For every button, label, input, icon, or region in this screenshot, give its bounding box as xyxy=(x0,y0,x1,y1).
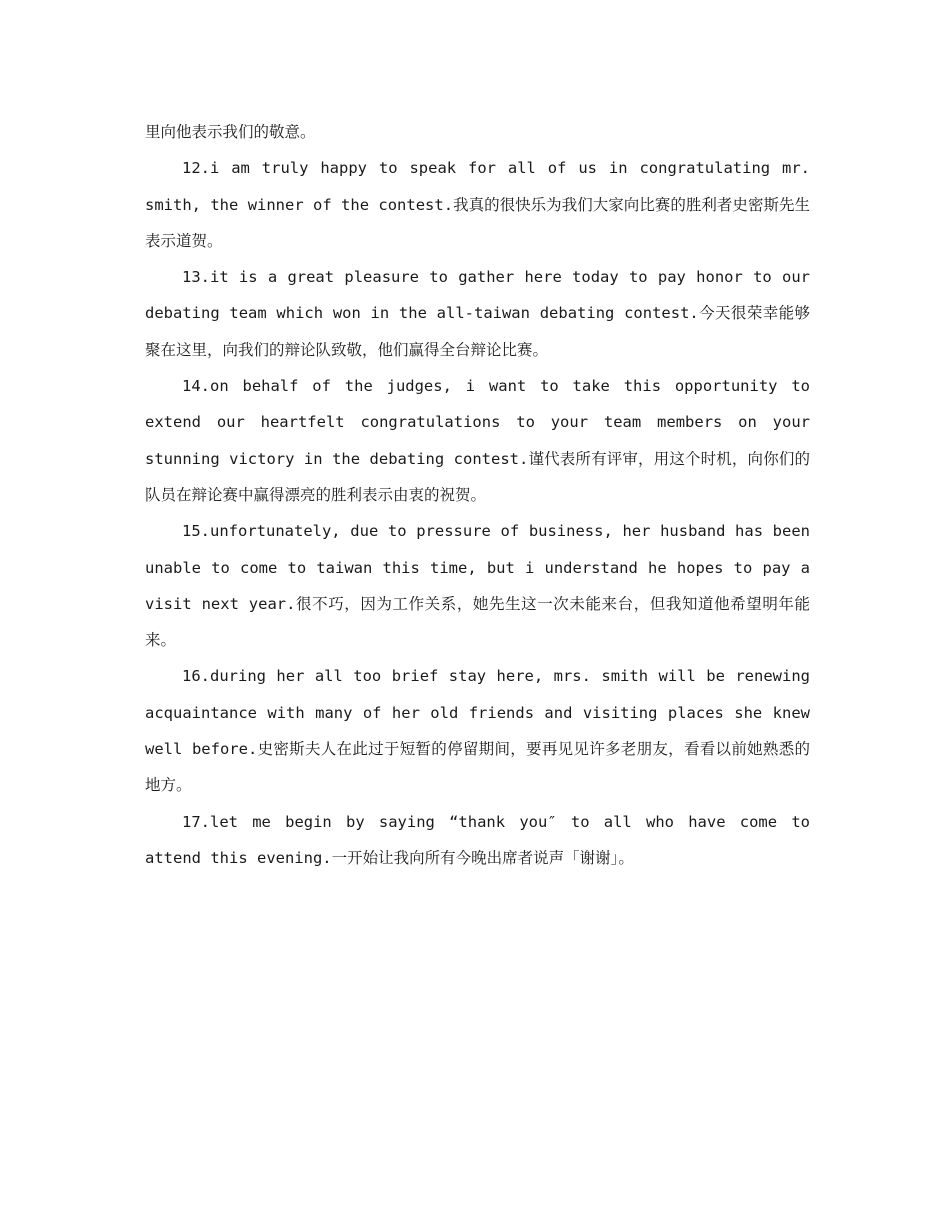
paragraph-12: 12.i am truly happy to speak for all of us in congratulating mr. smith, the winner of the contest.我真的很快乐为我们大家向比赛的胜利者史密斯先生表示道贺。 xyxy=(145,159,810,250)
document-body xyxy=(145,114,810,876)
paragraph-14: 14.on behalf of the judges, i want to take this opportunity to extend our heartfelt congratulations to your team members on your stunning victory in the debating contest.谨代表所有评审，用这个时机，向你们的队员在辩论赛中赢得漂亮的胜利表示由衷的祝贺。 xyxy=(145,377,810,504)
paragraph-16: 16.during her all too brief stay here, mrs. smith will be renewing acquaintance with many of her old friends and visiting places she knew well before.史密斯夫人在此过于短暂的停留期间，要再见见许多老朋友，看看以前她熟悉的地方。 xyxy=(145,667,810,795)
paragraph-continuation: 里向他表示我们的敬意。 xyxy=(145,123,316,141)
paragraph-17: 17.let me begin by saying “thank you″ to all who have come to attend this evening.一开始让我向所有今晚出席者说声「谢谢」。 xyxy=(145,812,810,867)
paragraph-13: 13.it is a great pleasure to gather here today to pay honor to our debating team which won in the all-taiwan debating contest.今天很荣幸能够聚在这里，向我们的辩论队致敬，他们赢得全台辩论比赛。 xyxy=(145,268,810,359)
paragraph-15: 15.unfortunately, due to pressure of business, her husband has been unable to come to taiwan this time, but i understand he hopes to pay a visit next year.很不巧，因为工作关系，她先生这一次未能来台，但我知道他希望明年能来。 xyxy=(145,522,810,650)
